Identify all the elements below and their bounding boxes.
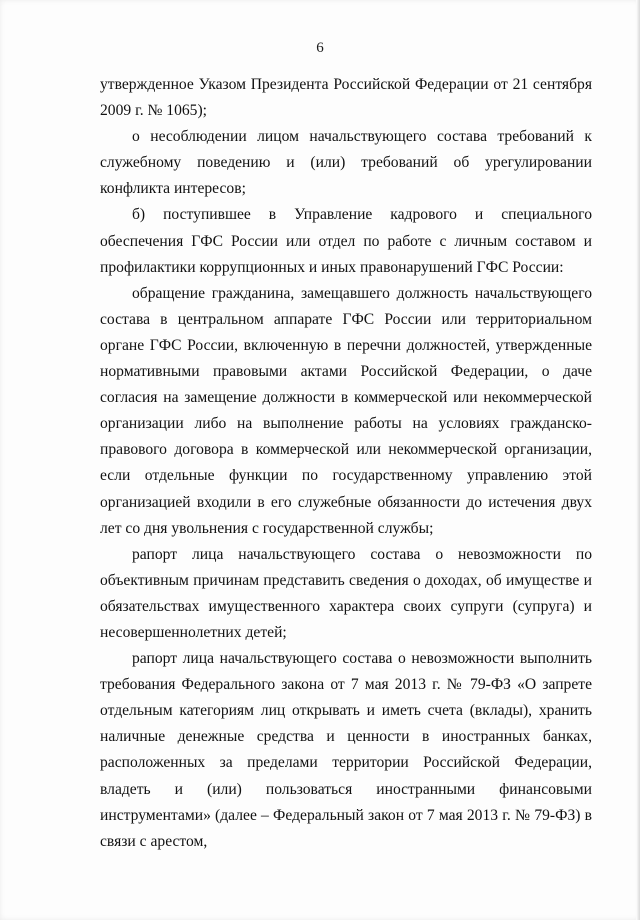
paragraph-report-income: рапорт лица начальствующего состава о невозможности по объективным причинам представить сведения о доходах, об имуществе и обязательствах имущественного характера своих супруги (супруга) и несовершеннолетних детей; bbox=[100, 545, 592, 641]
paragraph-report-federal-law: рапорт лица начальствующего состава о невозможности выполнить требования Федерального закона от 7 мая 2013 г. № 79-ФЗ «О запрете отдельным категориям лиц открывать и иметь счета (вклады), хранить наличные денежные средства и ценности в иностранных банках, расположенных за пределами территории Российской Федерации, владеть и (или) пользоваться иностранными финансовыми инструментами» (далее – Федеральный закон от 7 мая 2013 г. № 79-ФЗ) в связи с арестом, bbox=[100, 650, 592, 850]
page-number: 6 bbox=[316, 40, 324, 56]
page-edge bbox=[636, 0, 640, 920]
paragraph-citizen-appeal: обращение гражданина, замещавшего должность начальствующего состава в центральном аппарате ГФС России или территориальном органе ГФС России, включенную в перечни должностей, утвержденные нормативными правовыми актами Российской Федерации, о даче согласия на замещение должности в коммерческой или некоммерческой организации либо на выполнение работы на условиях гражданско-правового договора в коммерческой или некоммерческой организации, если отдельные функции по государственному управлению этой организацией входили в его служебные обязанности до истечения двух лет со дня увольнения с государственной службы; bbox=[100, 284, 592, 537]
paragraph-conflict-of-interest: о несоблюдении лицом начальствующего состава требований к служебному поведению и (или) требований об урегулировании конфликта интересов; bbox=[100, 128, 592, 198]
paragraph-continuation: утвержденное Указом Президента Российской Федерации от 21 сентября 2009 г. № 1065); bbox=[100, 76, 592, 120]
paragraph-item-b: б) поступившее в Управление кадрового и специального обеспечения ГФС России или отдел по работе с личным составом и профилактики коррупционных и иных правонарушений ГФС России: bbox=[100, 206, 592, 276]
document-body bbox=[100, 72, 592, 855]
